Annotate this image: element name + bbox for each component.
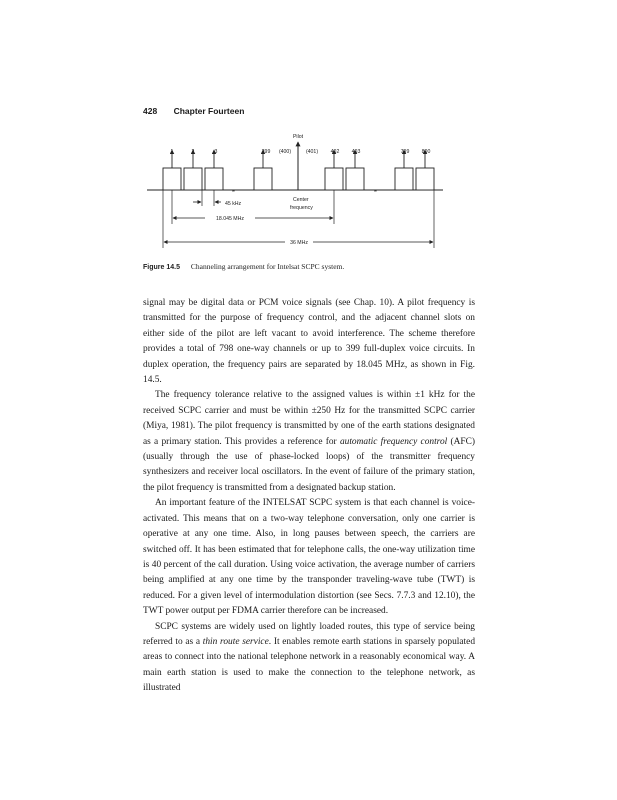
channel-label-403: 403 (351, 149, 361, 155)
center-frequency-label-2: frequency (290, 205, 313, 211)
figure-channeling-diagram (143, 128, 475, 260)
channel-box-2 (184, 168, 202, 190)
paragraph-2 (143, 388, 475, 496)
running-header (143, 106, 244, 116)
channel-label-401: (401) (305, 149, 319, 155)
channel-box-399 (254, 168, 272, 190)
paragraph-2-emphasis: automatic frequency control (339, 436, 448, 447)
paragraph-4-emphasis: thin route service (202, 636, 269, 647)
center-frequency-label-1: Center (293, 197, 309, 203)
channel-box-1 (163, 168, 181, 190)
duplex-label: 18.045 MHz (216, 216, 244, 222)
paragraph-1: signal may be digital data or PCM voice signals (see Chap. 10). A pilot frequency is transmitted for the purpose of frequency control, and the adjacent channel slots on either side of the pilot are left vacant to avoid interference. The scheme therefore provides a total of 798 one-way channels or up to 399 full-duplex voice circuits. In duplex operation, the frequency pairs are separated by 18.045 MHz, as shown in Fig. 14.5. (143, 298, 475, 386)
figure-caption-text: Channeling arrangement for Intelsat SCPC system. (190, 262, 345, 271)
spacing-label: 45 kHz (225, 201, 242, 207)
channel-box-800 (416, 168, 434, 190)
channel-diagram-svg (143, 128, 475, 260)
paragraph-2-text-a: The frequency tolerance relative to the assigned values is within ±1 kHz for the received SCPC carrier and must be within ±250 Hz for the transmitted SCPC carrier (Miya, 1981). The pilot frequency is transmitted by one of the earth stations designated as a primary station. This provides a reference for (143, 390, 475, 447)
channel-label-799: 799 (400, 149, 410, 155)
axis-break-2: ≈ (374, 189, 377, 195)
body-text (143, 296, 475, 697)
paragraph-4-text-b: . It enables remote earth stations in sparsely populated areas to connect into the national telephone network in a reasonably economical way. A main earth station is used to make the connection to the telephone network, as illustrated (143, 636, 476, 694)
paragraph-4 (143, 620, 475, 697)
channel-label-3: 3 (214, 149, 218, 155)
figure-number: Figure 14.5 (143, 264, 180, 271)
paragraph-3: An important feature of the INTELSAT SCPC system is that each channel is voice-activated. This means that on a two-way telephone conversation, only one carrier is operative at any one time. Also, in long pauses between speech, the carriers are switched off. It has been estimated that for telephone calls, the one-way utilization time is 40 percent of the call duration. Using voice activation, the average number of carriers being amplified at any one time by the transponder traveling-wave tube (TWT) is reduced. For a given level of intermodulation distortion (see Secs. 7.7.3 and 12.10), the TWT power output per FDMA carrier therefore can be increased. (143, 498, 475, 617)
channel-label-2: 2 (191, 149, 195, 155)
channel-label-400: (400) (278, 149, 292, 155)
page-number: 428 (143, 106, 158, 116)
paragraph-4-text-a: SCPC systems are widely used on lightly loaded routes, this type of service being referred to as a (143, 621, 475, 647)
channel-box-799 (395, 168, 413, 190)
channel-box-3 (205, 168, 223, 190)
channel-label-399: 399 (261, 149, 271, 155)
pilot-label: Pilot (292, 134, 304, 140)
channel-label-1: 1 (170, 149, 174, 155)
channel-label-800: 800 (421, 149, 431, 155)
channel-label-402: 402 (330, 149, 340, 155)
bandwidth-label: 36 MHz (290, 240, 308, 246)
axis-break-1: ≈ (232, 189, 235, 195)
figure-caption (143, 262, 344, 271)
chapter-title: Chapter Fourteen (173, 106, 245, 116)
channel-box-403 (346, 168, 364, 190)
channel-box-402 (325, 168, 343, 190)
paragraph-2-text-b: (AFC) (usually through the use of phase-locked loops) of the transmitter frequency synthesizers and receiver local oscillators. In the event of failure of the primary station, the pilot frequency is transmitted from a designated backup station. (143, 436, 476, 493)
